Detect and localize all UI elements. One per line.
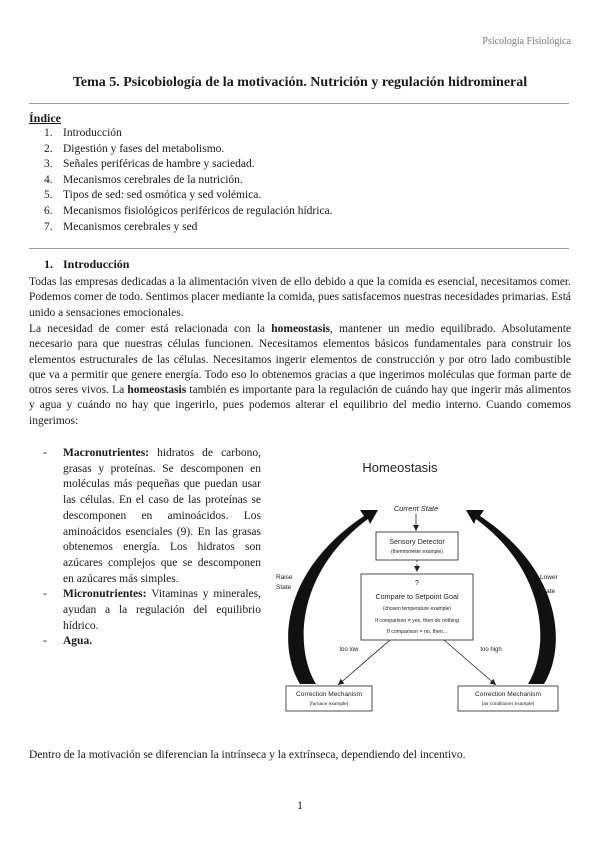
document-title: Tema 5. Psicobiología de la motivación. Nutrición y regulación hidromineral [72,75,528,90]
svg-text:too low: too low [339,647,359,653]
index-list [44,126,333,235]
svg-text:(thermometer example): (thermometer example) [391,549,443,555]
svg-text:Raise: Raise [276,574,293,581]
closing-paragraph: Dentro de la motivación se diferencian la intrínseca y la extrínseca, dependiendo del incentivo. [29,749,466,761]
svg-text:Lower: Lower [540,574,558,581]
index-item: 5. Tipos de sed: sed osmótica y sed volémica. [44,189,262,202]
running-header: Psicología Fisiológica [482,36,571,47]
svg-text:(air conditioner example): (air conditioner example) [481,702,535,707]
svg-text:Sensory Detector: Sensory Detector [389,537,445,546]
svg-text:too high: too high [480,647,502,653]
intro-paragraph-1: Todas las empresas dedicadas a la alimentación viven de ello debido a que la comida es esencial, necesitamos comer. Podemos comer de todo. Sentimos placer mediante la comida, pues satisfacemos nuestras necesidades primarias. Está unido a sensaciones emocionales. [29,276,571,319]
svg-text:State: State [540,588,556,595]
svg-text:If comparison = yes, then do n: If comparison = yes, then do nothing [375,618,459,624]
svg-text:(furnace example): (furnace example) [309,702,349,707]
nutrient-list [43,446,261,650]
index-heading: Índice [29,111,62,125]
index-item: 2. Digestión y fases del metabolismo. [44,142,225,155]
diagram-title: Homeostasis [362,460,438,475]
title-divider [29,103,569,104]
index-item: 7. Mecanismos cerebrales y sed [44,220,198,233]
page-number: 1 [297,798,303,812]
current-state-label: Current State [393,504,439,513]
list-item: - Micronutrientes: Vitaminas y minerales, ayudan a la regulación del equilibrio hídrico. [43,588,261,632]
intro-paragraph-2: La necesidad de comer está relacionada con la homeostasis, mantener un medio equilibrado. Absolutamente necesario para que nuestras células funcionen. Necesitamos elementos básicos fundamentales para construir los elementos estructurales de las células. Necesitamos ingerir elementos de construcción y por otro lado combustible que va a permitir que genere energía. Todo eso lo obtenemos gracias a que ingerimos moléculas que forman parte de otros seres vivos. La homeostasis también es importante para la regulación de cuándo hay que ingerir más alimentos y agua y cuándo no hay que ingerirlo, pues podemos alterar el equilibrio del medio interno. Cuando comemos ingerimos: [29,323,572,427]
list-item: - Macronutrientes: hidratos de carbono, grasas y proteínas. Se descomponen en moléculas más pequeñas que puedan usar las células. En el caso de las proteínas se descomponen en aminoácidos. Los aminoácidos esenciales (9). En las grasas obtenemos energía. Los hidratos son azúcares complejos que se descomponen en azúcares más simples. [43,447,261,585]
ac-mechanism-box [458,686,558,711]
svg-text:Correction Mechanism: Correction Mechanism [296,691,362,698]
furnace-mechanism-box [286,686,372,711]
svg-text:Correction Mechanism: Correction Mechanism [475,691,541,698]
svg-text:State: State [276,584,292,591]
svg-text:Compare to Setpoint Goal: Compare to Setpoint Goal [375,592,459,601]
index-item: 1. Introducción [44,127,122,139]
index-item: 3. Señales periféricas de hambre y saciedad. [44,158,255,171]
index-divider [29,248,569,249]
section-heading: 1. Introducción [44,257,130,271]
svg-text:If comparison = no, then...: If comparison = no, then... [386,629,448,635]
svg-text:?: ? [415,580,419,587]
index-item: 6. Mecanismos fisiológicos periféricos de regulación hídrica. [44,204,333,217]
list-item: - Agua. [43,635,93,648]
homeostasis-diagram [272,452,572,716]
svg-text:(chosen temperature example): (chosen temperature example) [382,606,452,612]
index-item: 4. Mecanismos cerebrales de la nutrición. [44,173,243,186]
lower-state-arrow [466,510,556,684]
